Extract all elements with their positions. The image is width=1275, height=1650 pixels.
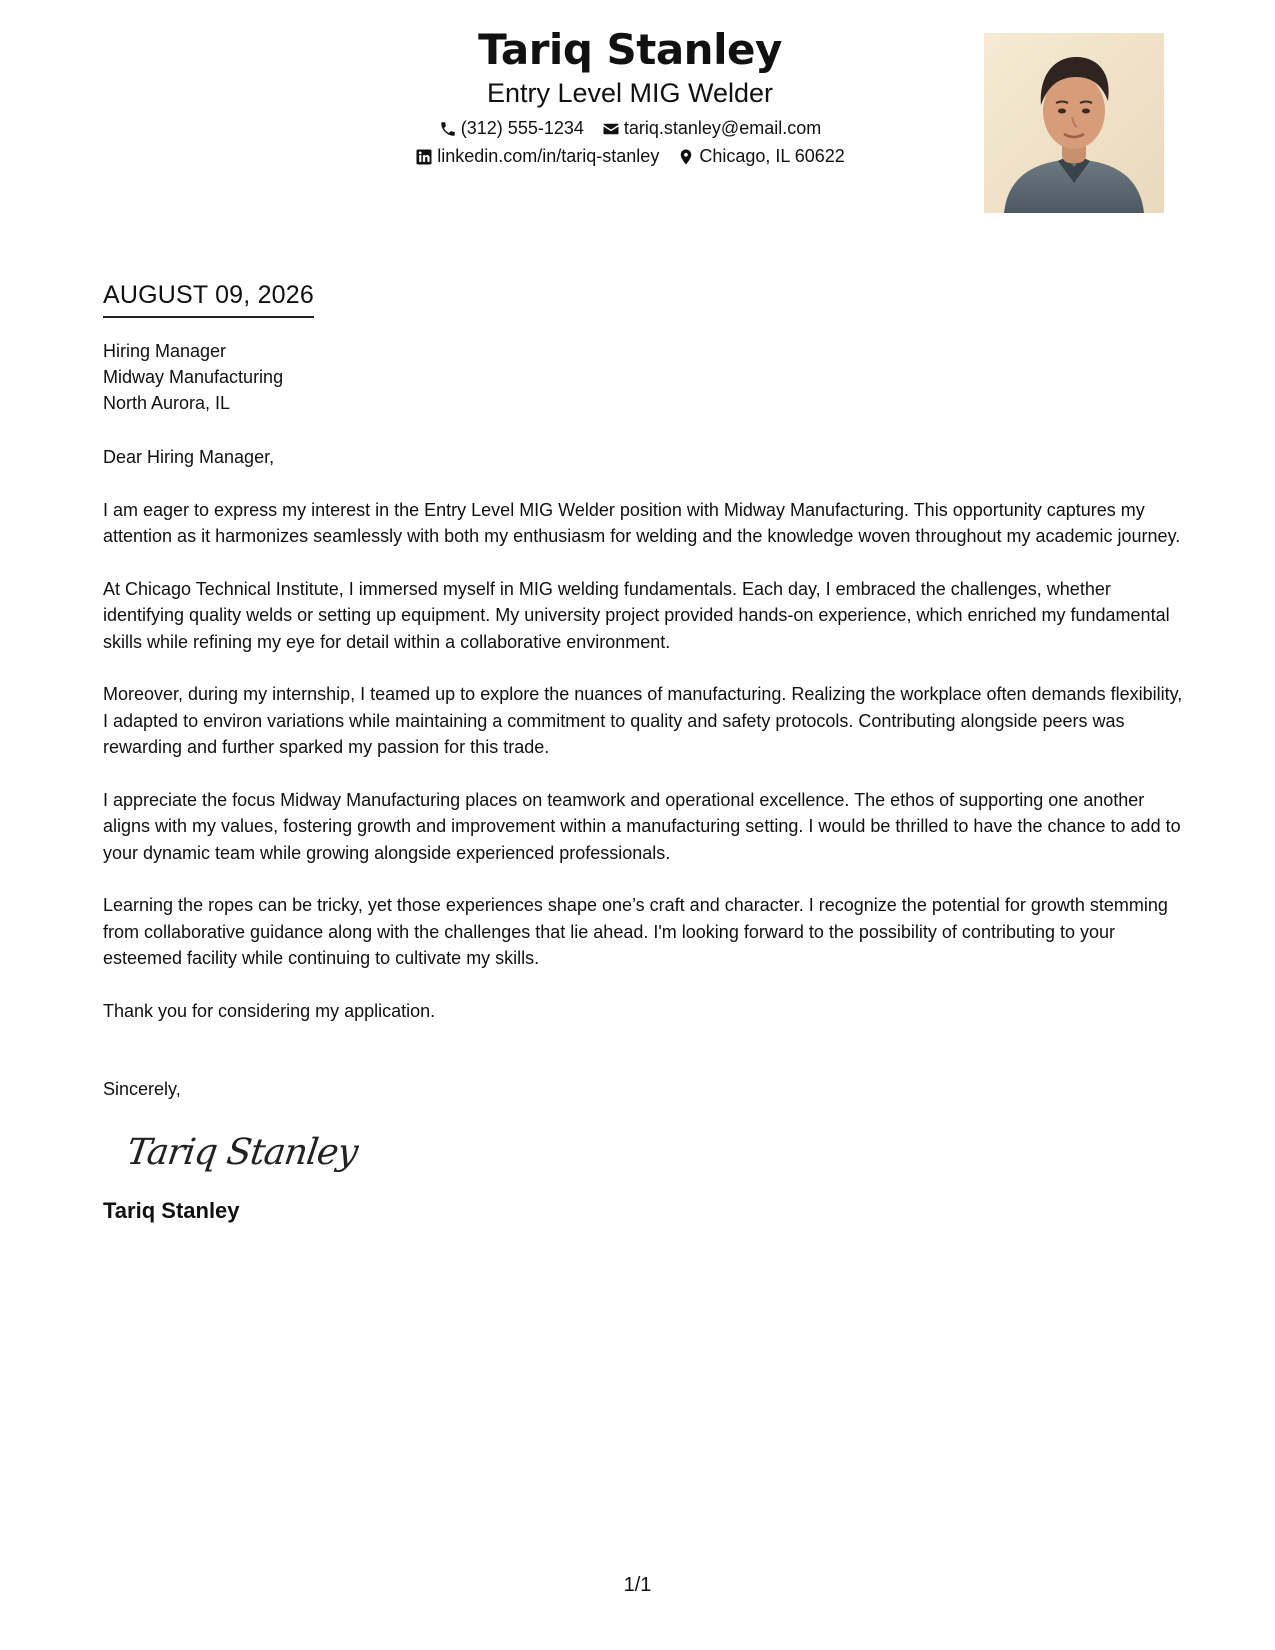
paragraph: I am eager to express my interest in the Entry Level MIG Welder position with Midway Manufacturing. This opportunity captures my attention as it harmonizes seamlessly with both my enthusiasm for welding and the knowledge woven throughout my academic journey.	[103, 499, 1181, 546]
paragraph: Moreover, during my internship, I teamed up to explore the nuances of manufacturing. Realizing the workplace often demands flexibility, I adapted to environ variations while maintaining a commitment to quality and safety protocols. Contributing alongside peers was rewarding and further sparked my passion for this trade.	[103, 684, 1183, 757]
closing: Sincerely,	[103, 1079, 181, 1099]
header-info	[300, 22, 960, 167]
recipient-company: Midway Manufacturing	[103, 367, 284, 387]
phone-icon	[439, 120, 457, 138]
envelope-icon	[602, 120, 620, 138]
profile-photo	[984, 33, 1164, 213]
recipient-location: North Aurora, IL	[103, 393, 231, 413]
phone-contact	[439, 118, 584, 139]
paragraph: Learning the ropes can be tricky, yet those experiences shape one’s craft and character. I recognize the potential for growth stemming from collaborative guidance along with the challenges that lie ahead. I'm looking forward to the possibility of contributing to your esteemed facility while continuing to cultivate my skills.	[103, 895, 1168, 968]
map-pin-icon	[677, 148, 695, 166]
signer-name: Tariq Stanley	[103, 1197, 240, 1223]
paragraph: At Chicago Technical Institute, I immersed myself in MIG welding fundamentals. Each day, I embraced the challenges, whether identifying quality welds or setting up equipment. My university project provided hands-on experience, which enriched my fundamental skills while refining my eye for detail within a collaborative environment.	[103, 578, 1170, 652]
location-text: Chicago, IL 60622	[699, 146, 845, 166]
page-number: 1/1	[623, 1574, 652, 1596]
paragraph: Thank you for considering my application.	[103, 1000, 436, 1021]
location-contact	[677, 146, 844, 167]
applicant-name: Tariq Stanley	[478, 25, 782, 74]
job-title: Entry Level MIG Welder	[486, 78, 774, 108]
recipient-line: Hiring Manager	[103, 341, 227, 361]
letter-body	[103, 278, 1183, 1225]
salutation: Dear Hiring Manager,	[103, 447, 275, 467]
handwritten-signature: Tariq Stanley	[124, 1131, 360, 1173]
email-contact	[602, 118, 821, 139]
contact-row-secondary	[300, 146, 960, 167]
linkedin-contact	[415, 146, 659, 167]
contact-row-primary	[300, 118, 960, 139]
letter-header	[0, 22, 1275, 222]
linkedin-icon	[415, 148, 433, 166]
email-text[interactable]: tariq.stanley@email.com	[623, 118, 822, 138]
letter-date: AUGUST 09, 2026	[103, 278, 314, 318]
phone-text[interactable]: (312) 555-1234	[460, 118, 584, 138]
recipient-block	[103, 338, 1183, 416]
paragraph: I appreciate the focus Midway Manufacturing places on teamwork and operational excellence. The ethos of supporting one another aligns with my values, fostering growth and improvement within a manufacturing setting. I would be thrilled to have the chance to add to your dynamic team while growing alongside experienced professionals.	[103, 789, 1181, 863]
linkedin-text[interactable]: linkedin.com/in/tariq-stanley	[437, 146, 660, 166]
person-portrait-icon	[984, 33, 1164, 213]
